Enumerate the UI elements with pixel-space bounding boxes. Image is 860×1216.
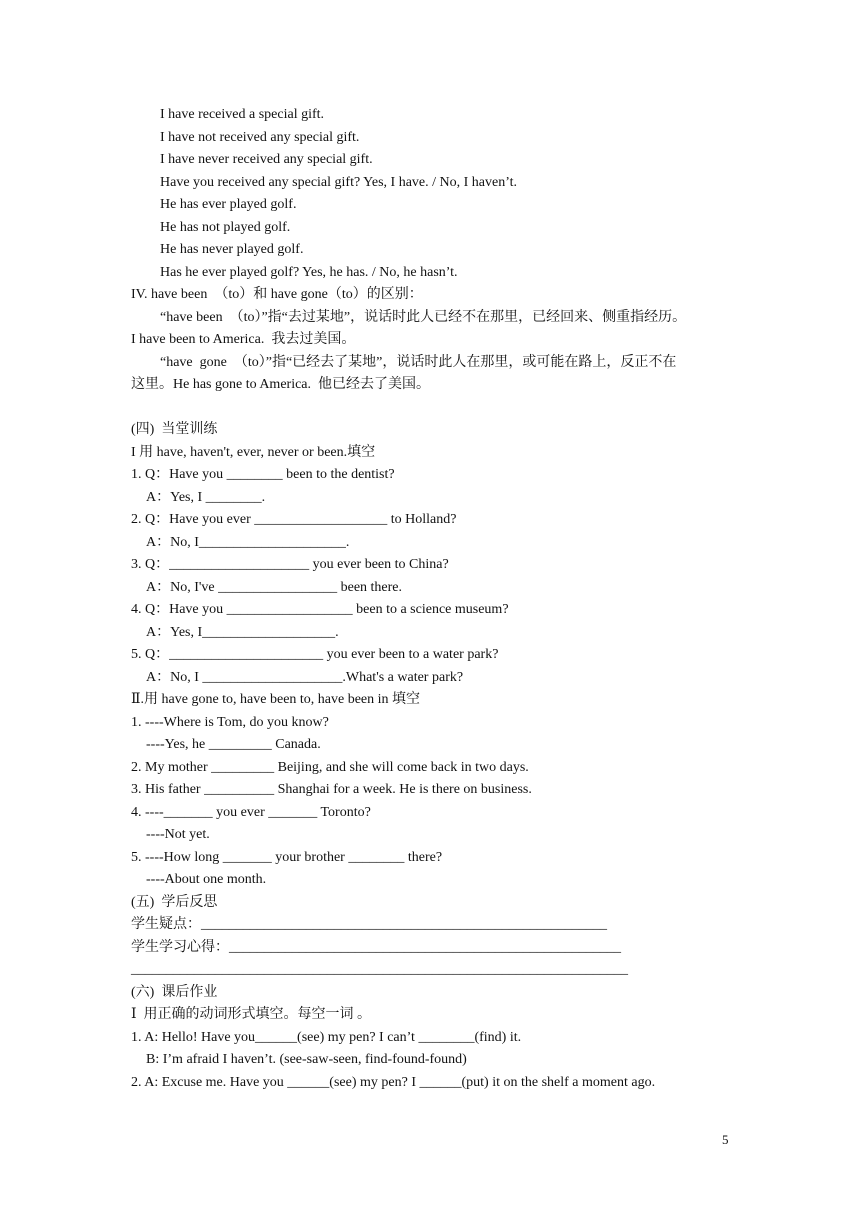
- exercise-line: A：Yes, I___________________.: [146, 624, 339, 640]
- exercise-line: 3. His father __________ Shanghai for a week. He is there on business.: [131, 782, 532, 797]
- exercise-line: 5. Q：______________________ you ever been to a water park?: [131, 647, 499, 662]
- exercise-line: 2. Q：Have you ever ___________________ to Holland?: [131, 512, 457, 527]
- exercise-line: 3. Q：____________________ you ever been to China?: [131, 557, 449, 572]
- spacer: [131, 397, 731, 420]
- section-6-heading: (六) 课后作业: [131, 984, 218, 1000]
- student-doubts-line: 学生疑点：__________________________________________________________: [131, 917, 607, 932]
- section-iv-paragraph-1: “have been （to）”指“去过某地”，说话时此人已经不在那里，已经回来、侧重指经历。: [160, 309, 687, 325]
- example-sentence: He has not played golf.: [160, 219, 291, 235]
- page-number: 5: [722, 1132, 729, 1147]
- exercise-1-title: I 用 have, haven't, ever, never or been.填空: [131, 444, 376, 460]
- example-sentence: I have received a special gift.: [160, 107, 325, 122]
- exercise-line: 5. ----How long _______ your brother ________ there?: [131, 849, 443, 865]
- exercise-line: A：No, I_____________________.: [146, 534, 350, 550]
- exercise-line: 1. Q：Have you ________ been to the dentist?: [131, 467, 395, 482]
- homework-line: B: I’m afraid I haven’t. (see-saw-seen, find-found-found): [146, 1052, 467, 1067]
- exercise-line: 4. Q：Have you __________________ been to a science museum?: [131, 602, 509, 617]
- example-sentence: He has never played golf.: [160, 242, 304, 257]
- section-iv-paragraph-1-cont: I have been to America. 我去过美国。: [131, 332, 356, 347]
- student-insights-line: 学生学习心得：________________________________________________________: [131, 939, 621, 955]
- section-iv-paragraph-2-cont: 这里。He has gone to America. 他已经去了美国。: [131, 377, 431, 392]
- exercise-line: 1. ----Where is Tom, do you know?: [131, 714, 329, 730]
- section-4-heading: (四) 当堂训练: [131, 422, 218, 437]
- section-5-heading: (五) 学后反思: [131, 894, 218, 910]
- example-sentence: Has he ever played golf? Yes, he has. / No, he hasn’t.: [160, 264, 458, 280]
- example-sentence: I have never received any special gift.: [160, 152, 373, 167]
- section-iv-paragraph-2: “have gone （to）”指“已经去了某地”，说话时此人在那里，或可能在路上，反正不在: [160, 354, 677, 370]
- homework-line: 2. A: Excuse me. Have you ______(see) my pen? I ______(put) it on the shelf a moment ago.: [131, 1074, 656, 1090]
- example-sentence: Have you received any special gift? Yes, I have. / No, I haven’t.: [160, 174, 518, 190]
- exercise-line: 2. My mother _________ Beijing, and she will come back in two days.: [131, 759, 529, 775]
- example-sentence: I have not received any special gift.: [160, 129, 360, 145]
- exercise-line: A：Yes, I ________.: [146, 489, 266, 505]
- exercise-line: ----Yes, he _________ Canada.: [146, 737, 321, 752]
- example-sentence: He has ever played golf.: [160, 197, 297, 212]
- exercise-line: A：No, I ____________________.What's a water park?: [146, 669, 464, 685]
- exercise-line: ----Not yet.: [146, 827, 210, 842]
- homework-line: 1. A: Hello! Have you______(see) my pen? I can’t ________(find) it.: [131, 1029, 522, 1045]
- blank-answer-line: _______________________________________________________________________: [131, 962, 628, 977]
- page-content: [131, 104, 731, 1094]
- exercise-line: A：No, I've _________________ been there.: [146, 579, 403, 595]
- exercise-line: 4. ----_______ you ever _______ Toronto?: [131, 804, 371, 820]
- homework-1-title: Ⅰ 用正确的动词形式填空。每空一词 。: [131, 1007, 372, 1022]
- exercise-2-title: Ⅱ.用 have gone to, have been to, have been in 填空: [131, 692, 421, 707]
- exercise-line: ----About one month.: [146, 872, 267, 887]
- section-iv-heading: IV. have been （to）和 have gone（to）的区别：: [131, 287, 423, 302]
